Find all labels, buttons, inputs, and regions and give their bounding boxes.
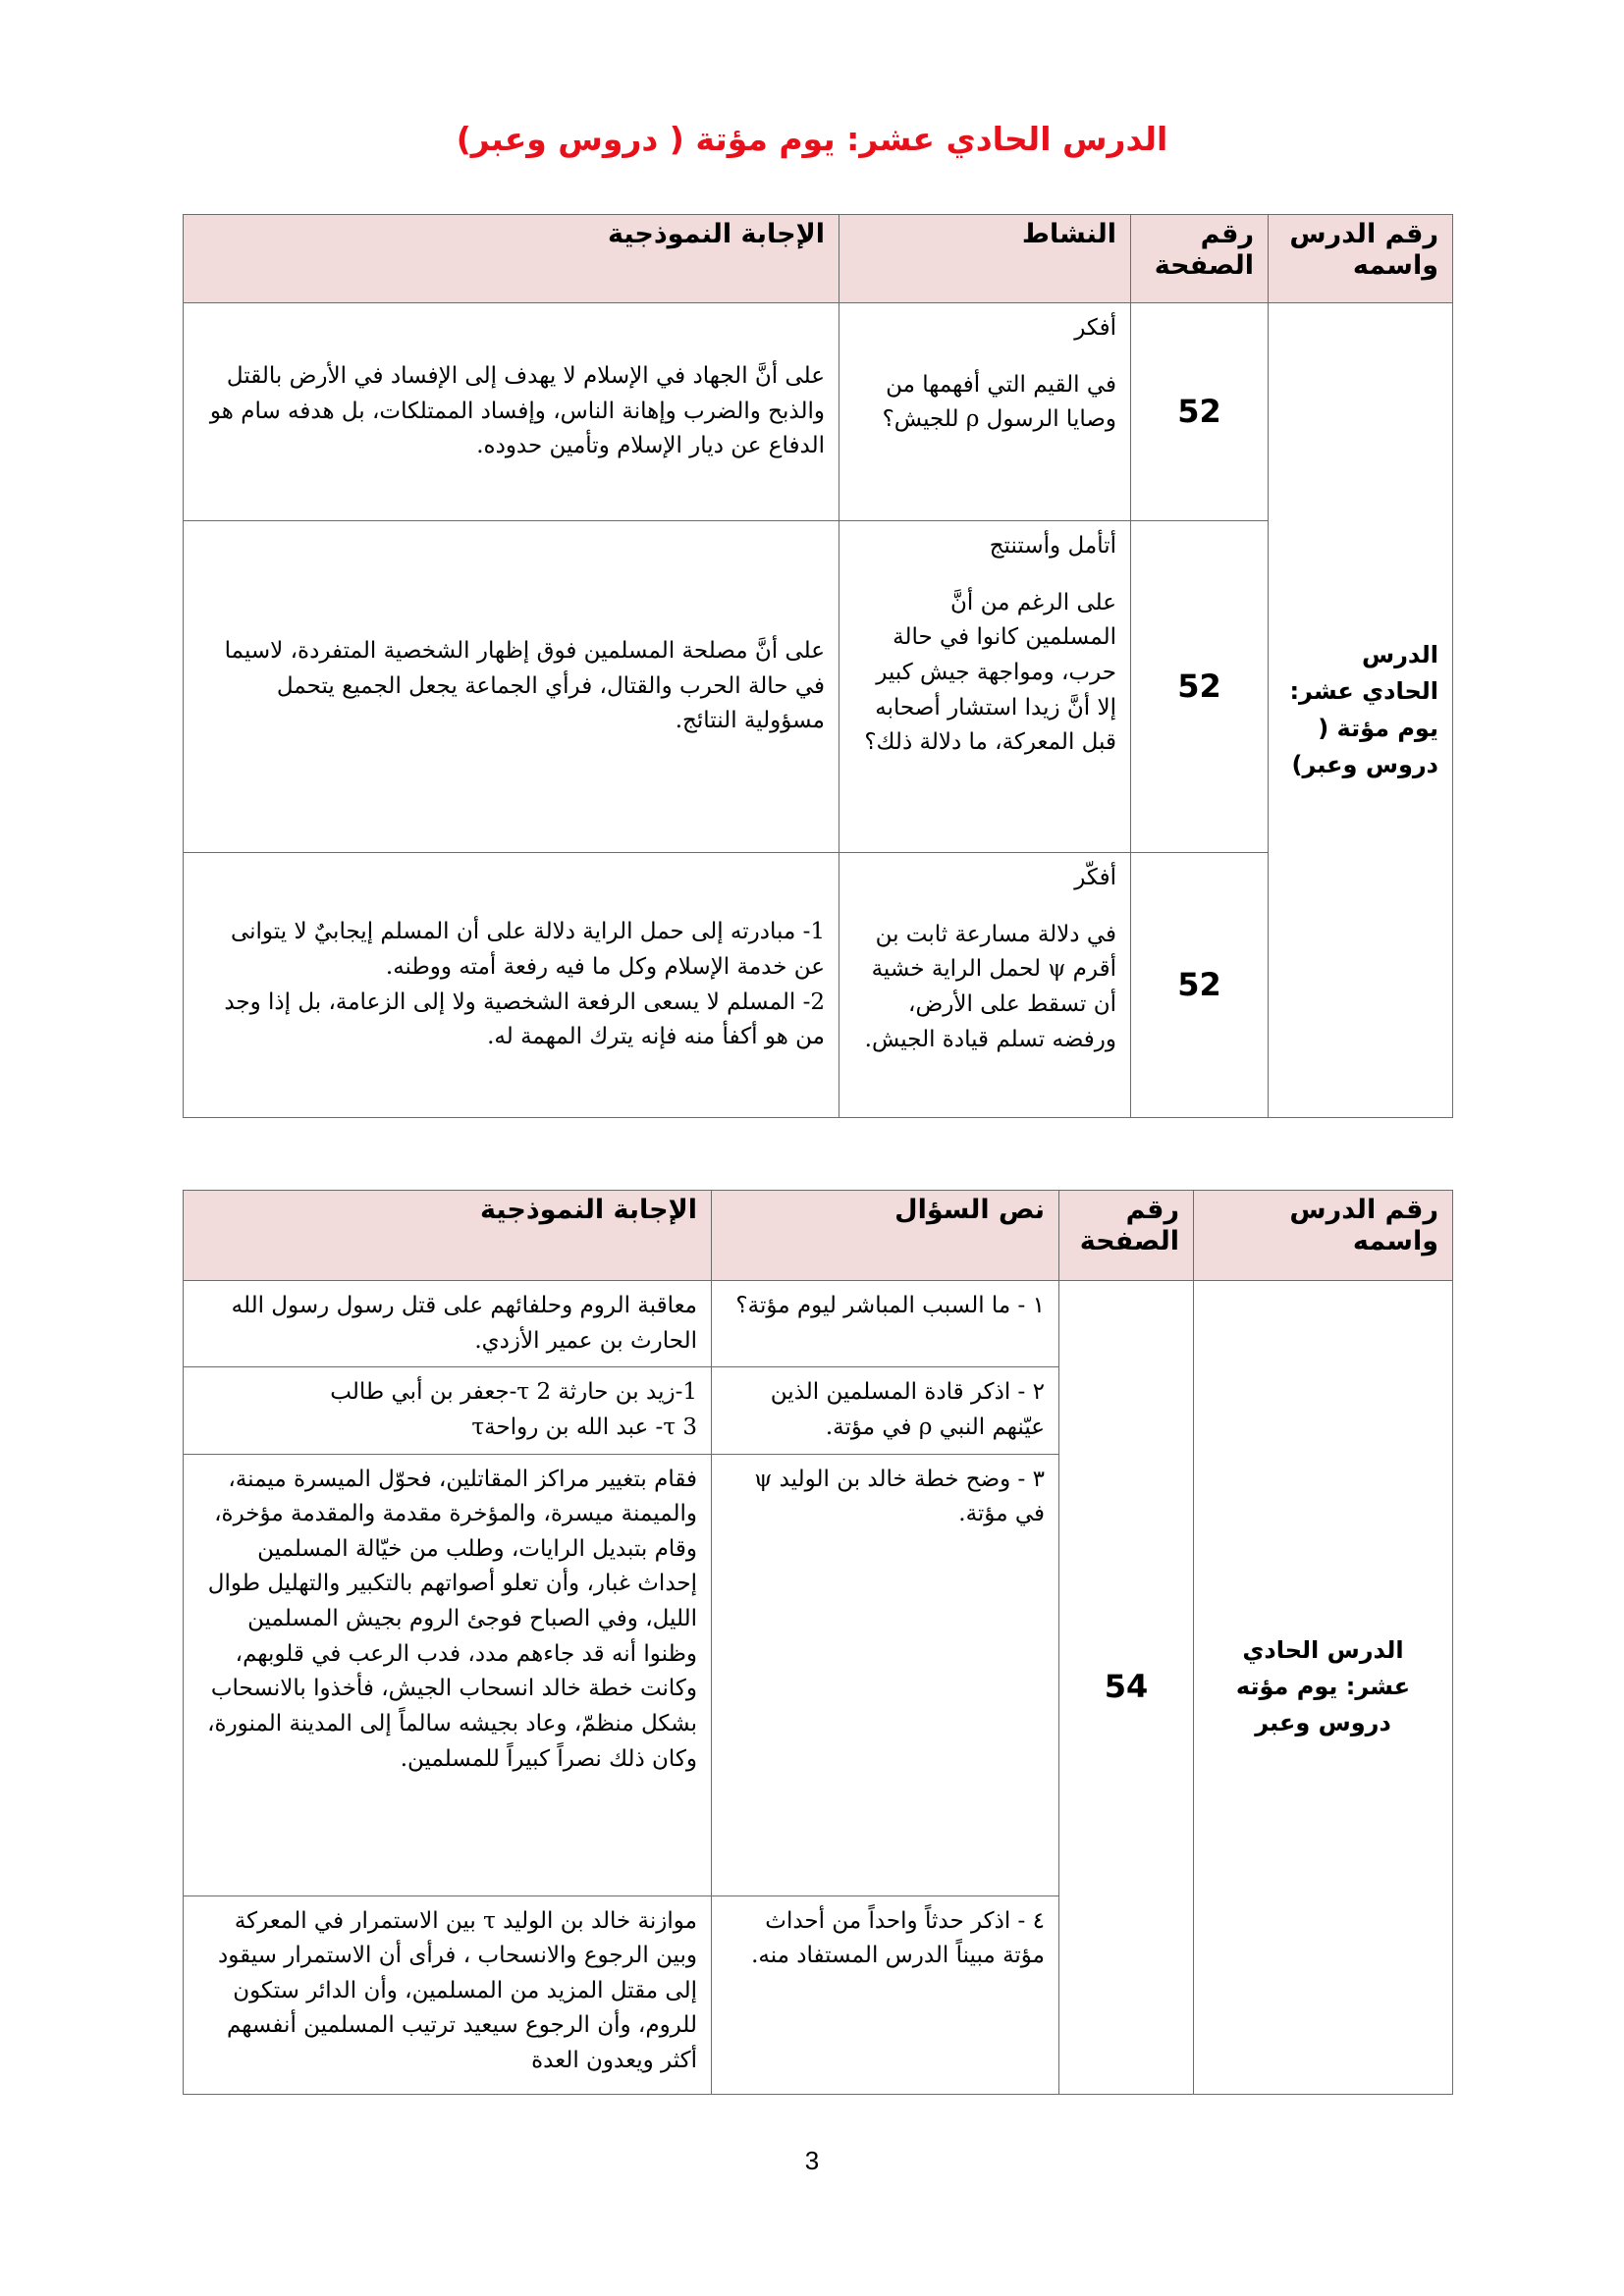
question-cell: ٢ - اذكر قادة المسلمين الذين عيّنهم النبي ρ في مؤتة. xyxy=(712,1367,1059,1454)
table-row xyxy=(184,853,1453,1118)
activity-cell xyxy=(839,303,1131,521)
activity-cell xyxy=(839,853,1131,1118)
table-row xyxy=(184,303,1453,521)
activities-table xyxy=(183,214,1453,1118)
activity-title: أفكّر xyxy=(1074,865,1116,890)
answer-cell: فقام بتغيير مراكز المقاتلين، فحوّل الميسرة ميمنة، والميمنة ميسرة، والمؤخرة مقدمة والمقدمة مؤخرة، وقام بتبديل الرايات، وطلب من خيّالة المسلمين إحداث غبار، وأن تعلو أصواتهم بالتكبير والتهليل طوال الليل، وفي الصباح فوجئ الروم بجيش المسلمين وظنوا أنه قد جاءهم مدد، فدب الرعب في قلوبهم، وكانت خطة خالد انسحاب الجيش، فأخذوا بالانسحاب بشكل منظمّ، وعاد بجيشه سالماً إلى المدينة المنورة، وكان ذلك نصراً كبيراً للمسلمين. xyxy=(184,1454,712,1896)
table-row xyxy=(184,1281,1453,1367)
activity-text: على الرغم من أنَّ المسلمين كانوا في حالة حرب، ومواجهة جيش كبير إلا أنَّ زيدا استشار أصحابه قبل المعركة، ما دلالة ذلك؟ xyxy=(864,589,1116,756)
answer-cell: موازنة خالد بن الوليد τ بين الاستمرار في المعركة وبين الرجوع والانسحاب ، فرأى أن الاستمرار سيقود إلى مقتل المزيد من المسلمين، وأن الدائر ستكون للروم، وأن الرجوع سيعيد ترتيب المسلمين أنفسهم أكثر ويعدون العدة xyxy=(184,1896,712,2094)
page-number: 3 xyxy=(804,2146,820,2175)
answer-line: 1-زيد بن حارثة τ 2-جعفر بن أبي طالب xyxy=(330,1379,697,1406)
header-lesson: رقم الدرس واسمه xyxy=(1194,1191,1453,1281)
header-answer: الإجابة النموذجية xyxy=(184,215,839,303)
answer-line: 1- مبادرته إلى حمل الراية دلالة على أن المسلم إيجابيٌ لا يتوانى عن خدمة الإسلام وكل ما فيه رفعة أمته ووطنه. xyxy=(230,919,825,980)
activity-cell xyxy=(839,521,1131,853)
page-number-cell: 52 xyxy=(1131,853,1269,1118)
question-cell: ٤ - اذكر حدثاً واحداً من أحداث مؤتة مبيناً الدرس المستفاد منه. xyxy=(712,1896,1059,2094)
activity-title: أفكر xyxy=(1074,315,1116,341)
answer-cell: معاقبة الروم وحلفائهم على قتل رسول رسول الله الحارث بن عمير الأزدي. xyxy=(184,1281,712,1367)
header-page: رقم الصفحة xyxy=(1059,1191,1194,1281)
answer-cell xyxy=(184,1367,712,1454)
question-cell: ٣ - وضح خطة خالد بن الوليد ψ في مؤتة. xyxy=(712,1454,1059,1896)
answer-cell xyxy=(184,853,839,1118)
activity-text: في القيم التي أفهمها من وصايا الرسول ρ للجيش؟ xyxy=(882,371,1116,433)
lesson-name-cell: الدرس الحادي عشر: يوم مؤتة ( دروس وعبر) xyxy=(1269,303,1453,1118)
header-activity: النشاط xyxy=(839,215,1131,303)
page-number-cell: 52 xyxy=(1131,303,1269,521)
answer-cell: على أنَّ الجهاد في الإسلام لا يهدف إلى الإفساد في الأرض بالقتل والذبح والضرب وإهانة الناس، وإفساد الممتلكات، بل هدفه سام هو الدفاع عن ديار الإسلام وتأمين حدوده. xyxy=(184,303,839,521)
page-number-cell: 54 xyxy=(1059,1281,1194,2095)
activity-text: في دلالة مسارعة ثابت بن أقرم ψ لحمل الراية خشية أن تسقط على الأرض، ورفضه تسلم قيادة الجيش. xyxy=(864,921,1116,1052)
questions-table xyxy=(183,1190,1453,2095)
answer-cell: على أنَّ مصلحة المسلمين فوق إظهار الشخصية المتفردة، لاسيما في حالة الحرب والقتال، فرأي الجماعة يجعل الجميع يتحمل مسؤولية النتائج. xyxy=(184,521,839,853)
activity-title: أتأمل وأستنتج xyxy=(989,533,1116,559)
table-header-row xyxy=(184,1191,1453,1281)
table-row xyxy=(184,521,1453,853)
header-page: رقم الصفحة xyxy=(1131,215,1269,303)
header-question: نص السؤال xyxy=(712,1191,1059,1281)
page-title: الدرس الحادي عشر: يوم مؤتة ( دروس وعبر) xyxy=(456,120,1168,158)
header-lesson: رقم الدرس واسمه xyxy=(1269,215,1453,303)
header-answer: الإجابة النموذجية xyxy=(184,1191,712,1281)
question-cell: ١ - ما السبب المباشر ليوم مؤتة؟ xyxy=(712,1281,1059,1367)
answer-line: 2- المسلم لا يسعى الرفعة الشخصية ولا إلى الزعامة، بل إذا وجد من هو أكفأ منه فإنه يترك المهمة له. xyxy=(224,988,825,1050)
lesson-name-cell: الدرس الحادي عشر: يوم مؤته دروس وعبر xyxy=(1194,1281,1453,2095)
table-header-row xyxy=(184,215,1453,303)
answer-line: τ 3- عبد الله بن رواحةτ xyxy=(471,1414,697,1440)
page-number-cell: 52 xyxy=(1131,521,1269,853)
